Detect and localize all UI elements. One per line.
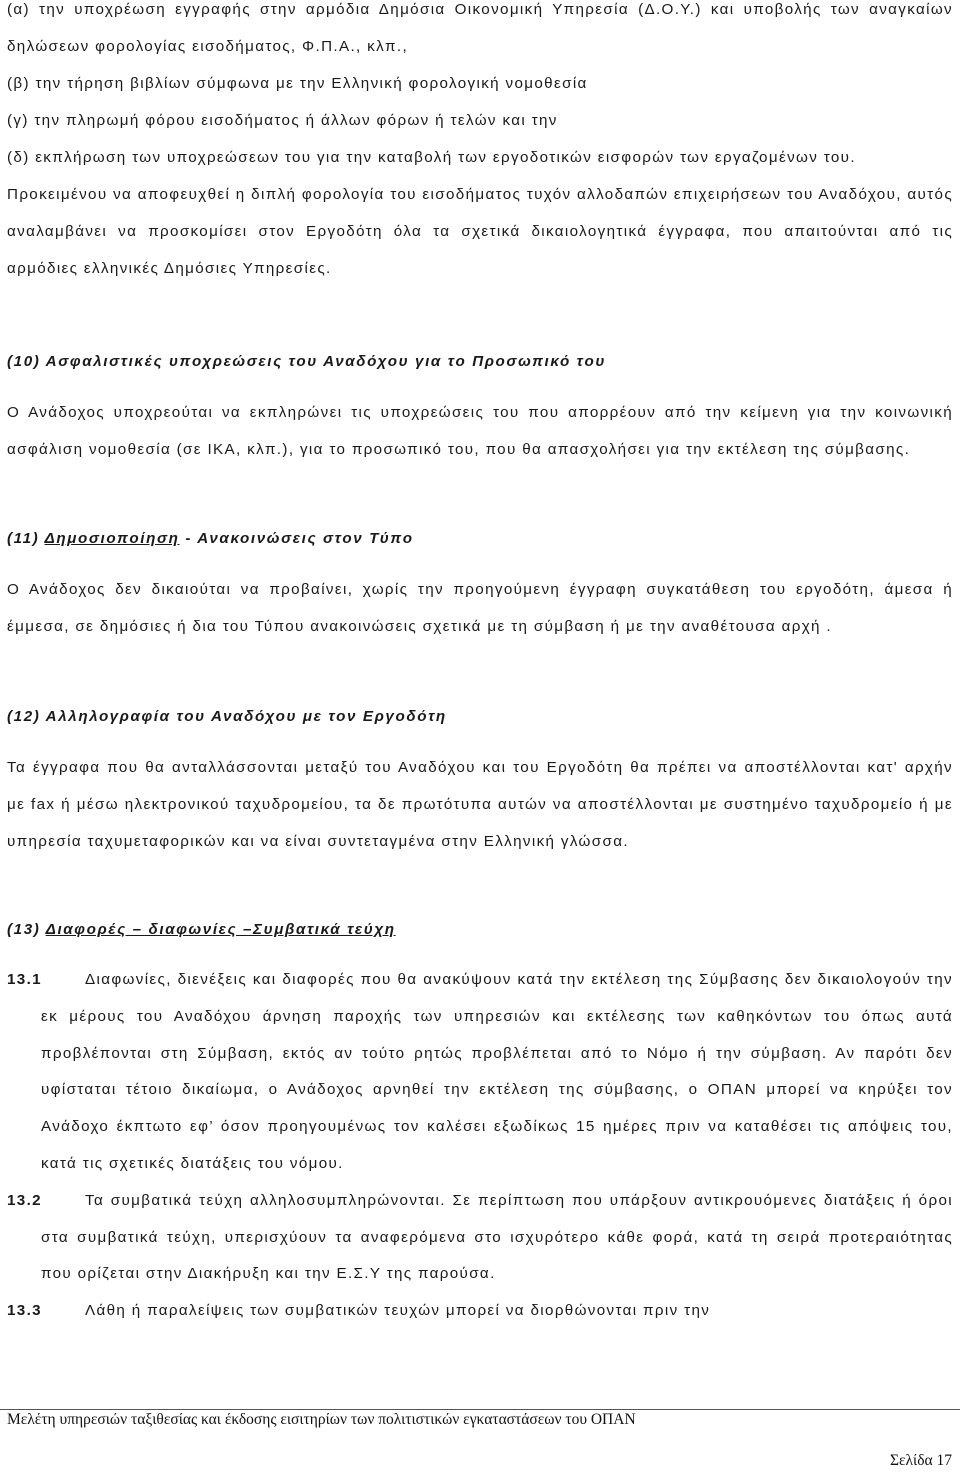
- intro-item-a: (α) την υποχρέωση εγγραφής στην αρμόδια Δημόσια Οικονομική Υπηρεσία (Δ.Ο.Υ.) και υποβολής των αναγκαίων δηλώσεων φορολογίας εισοδήματος, Φ.Π.Α., κλπ.,: [7, 1, 953, 55]
- section-10: [7, 350, 953, 468]
- intro-paragraph: Προκειμένου να αποφευχθεί η διπλή φορολογία του εισοδήματος τυχόν αλλοδαπών επιχειρήσεων του Αναδόχου, αυτός αναλαμβάνει να προσκομίσει στον Εργοδότη όλα τα σχετικά δικαιολογητικά έγγραφα, που απαιτούνται από τις αρμόδιες ελληνικές Δημόσιες Υπηρεσίες.: [7, 186, 953, 277]
- section-body: Τα έγγραφα που θα ανταλλάσσονται μεταξύ του Αναδόχου και του Εργοδότη θα πρέπει να αποστέλλονται κατ' αρχήν με fax ή μέσω ηλεκτρονικού ταχυδρομείου, τα δε πρωτότυπα αυτών να αποστέλλονται με συστημένο ταχυδρομείο ή με υπηρεσία ταχυμεταφορικών και να είναι συντεταγμένα στην Ελληνική γλώσσα.: [7, 759, 953, 850]
- section-body: Ο Ανάδοχος υποχρεούται να εκπληρώνει τις υποχρεώσεις του που απορρέουν από την κείμενη για την κοινωνική ασφάλιση νομοθεσία (σε ΙΚΑ, κλπ.), για το προσωπικό του, που θα απασχολήσει για την εκτέλεση της σύμβασης.: [7, 404, 953, 458]
- clause-number: 13.3: [7, 1302, 42, 1320]
- heading-number: (13): [7, 921, 46, 938]
- heading-number: (11): [7, 530, 45, 547]
- footer-title: Μελέτη υπηρεσιών ταξιθεσίας και έκδοσης εισιτηρίων των πολιτιστικών εγκαταστάσεων του ΟΠΑΝ: [7, 1411, 636, 1428]
- clause-text: Διαφωνίες, διενέξεις και διαφορές που θα ανακύψουν κατά την εκτέλεση της Σύμβασης δεν δικαιολογούν την εκ μέρους του Αναδόχου άρνηση παροχής των υπηρεσιών και εκτέλεσης των καθηκόντων του όπως αυτά προβλέπονται στη Σύμβαση, εκτός αν τούτο ρητώς προβλέπεται από το Νόμο ή την σύμβαση. Αν παρότι δεν υφίσταται τέτοιο δικαίωμα, ο Ανάδοχος αρνηθεί την εκτέλεση της σύμβασης, ο ΟΠΑΝ μπορεί να κηρύξει τον Ανάδοχο έκπτωτο εφ’ όσον προηγουμένως τον καλέσει εξωδίκως 15 ημέρες πριν να καταθέσει τις απόψεις του, κατά τις σχετικές διατάξεις του νόμου.: [41, 971, 953, 1172]
- clause-13-1: [7, 962, 953, 1183]
- section-12: [7, 705, 953, 860]
- section-heading: [7, 918, 953, 942]
- clause-number: 13.2: [7, 1191, 42, 1209]
- section-13: [7, 918, 953, 1330]
- heading-rest: - Ανακοινώσεις στον Τύπο: [179, 530, 414, 547]
- clause-13-2: [7, 1183, 953, 1293]
- clause-text: Λάθη ή παραλείψεις των συμβατικών τευχών μπορεί να διορθώνονται πριν την: [85, 1302, 711, 1320]
- heading-underlined: Διαφορές – διαφωνίες –Συμβατικά τεύχη: [45, 921, 396, 938]
- footer-rule: [0, 1409, 960, 1410]
- clause-13-3: [7, 1293, 953, 1330]
- section-11: [7, 527, 953, 645]
- section-heading: [7, 527, 953, 551]
- clause-text: Τα συμβατικά τεύχη αλληλοσυμπληρώνονται. Σε περίπτωση που υπάρξουν αντικρουόμενες διατάξεις ή όροι στα συμβατικά τεύχη, υπερισχύουν τα αναφερόμενα στο ισχυρότερο κάθε φορά, κατά τη σειρά προτεραιότητας που ορίζεται στην Διακήρυξη και την Ε.Σ.Υ της παρούσα.: [41, 1191, 953, 1283]
- section-heading: (12) Αλληλογραφία του Αναδόχου με τον Εργοδότη: [7, 708, 447, 725]
- heading-underlined: Δημοσιοποίηση: [44, 530, 180, 547]
- section-body: Ο Ανάδοχος δεν δικαιούται να προβαίνει, χωρίς την προηγούμενη έγγραφη συγκατάθεση του εργοδότη, άμεσα ή έμμεσα, σε δημόσιες ή δια του Τύπου ανακοινώσεις σχετικά με τη σύμβαση ή με την αναθέτουσα αρχή .: [7, 581, 953, 635]
- section-heading: (10) Ασφαλιστικές υποχρεώσεις του Αναδόχου για το Προσωπικό του: [7, 353, 606, 370]
- intro-item-b: (β) την τήρηση βιβλίων σύμφωνα με την Ελληνική φορολογική νομοθεσία: [7, 75, 588, 92]
- clause-number: 13.1: [7, 971, 42, 988]
- intro-item-d: (δ) εκπλήρωση των υποχρεώσεων του για την καταβολή των εργοδοτικών εισφορών των εργαζομένων του.: [7, 149, 856, 166]
- intro-item-c: (γ) την πληρωμή φόρου εισοδήματος ή άλλων φόρων ή τελών και την: [7, 112, 558, 129]
- page-number: Σελίδα 17: [889, 1452, 952, 1469]
- intro-list: [7, 0, 953, 287]
